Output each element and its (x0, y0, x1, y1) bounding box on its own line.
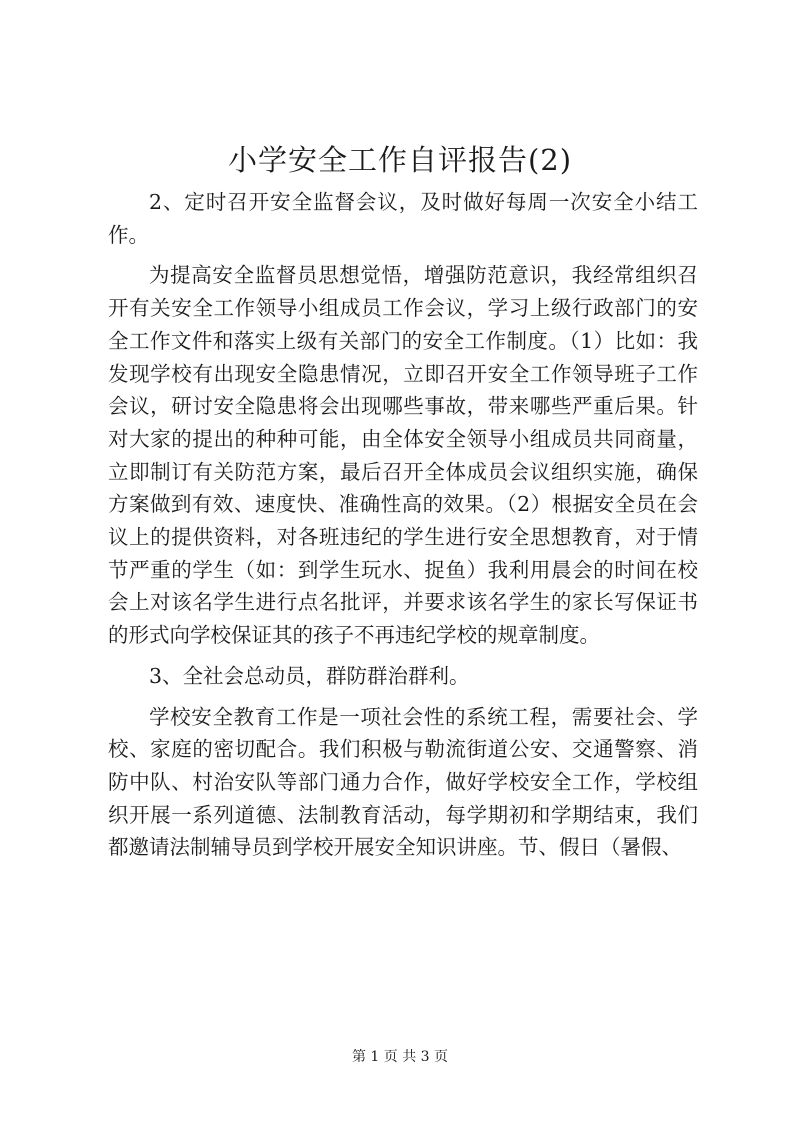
paragraph-3: 3、全社会总动员，群防群治群利。 (149, 663, 470, 688)
document-body (108, 186, 698, 872)
page-footer: 第 1 页 共 3 页 (351, 1049, 449, 1065)
paragraph-4: 学校安全教育工作是一项社会性的系统工程，需要社会、学校、家庭的密切配合。我们积极与勒流街道公安、交通警察、消防中队、村治安队等部门通力合作，做好学校安全工作，学校组织开展一系列道德、法制教育活动，每学期初和学期结束，我们都邀请法制辅导员到学校开展安全知识讲座。节、假日（暑假、 (108, 704, 698, 860)
paragraph-2: 为提高安全监督员思想觉悟，增强防范意识，我经常组织召开有关安全工作领导小组成员工作会议，学习上级行政部门的安全工作文件和落实上级有关部门的安全工作制度。（1）比如：我发现学校有出现安全隐患情况，立即召开安全工作领导班子工作会议，研讨安全隐患将会出现哪些事故，带来哪些严重后果。针对大家的提出的种种可能，由全体安全领导小组成员共同商量，立即制订有关防范方案，最后召开全体成员会议组织实施，确保方案做到有效、速度快、准确性高的效果。（2）根据安全员在会议上的提供资料，对各班违纪的学生进行安全思想教育，对于情节严重的学生（如：到学生玩水、捉鱼）我利用晨会的时间在校会上对该名学生进行点名批评，并要求该名学生的家长写保证书的形式向学校保证其的孩子不再违纪学校的规章制度。 (108, 263, 698, 648)
paragraph-1: 2、定时召开安全监督会议，及时做好每周一次安全小结工作。 (108, 190, 698, 247)
document-title: 小学安全工作自评报告(2) (227, 143, 573, 177)
